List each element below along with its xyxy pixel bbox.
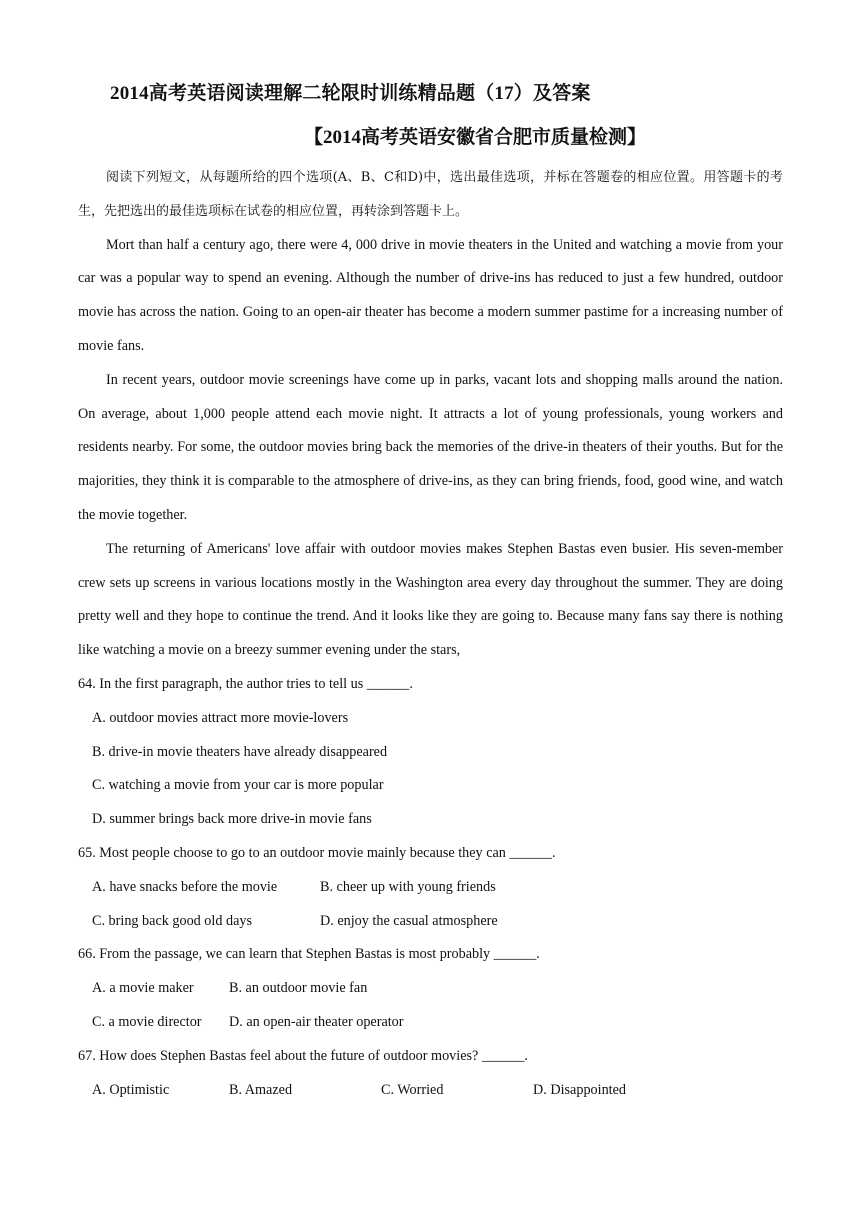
question-64-option-d: D. summer brings back more drive-in movie fans: [92, 811, 372, 828]
passage-paragraph-2: In recent years, outdoor movie screenings have come up in parks, vacant lots and shopping malls around the nation. On average, about 1,000 people attend each movie night. It attracts a lot of young professionals, young workers and residents nearby. For some, the outdoor movies bring back the memories of the drive-in theaters of their youths. But for the majorities, they think it is comparable to the atmosphere of drive-ins, as they can bring friends, food, good wine, and watch the movie together.: [78, 371, 783, 523]
question-64-option-c: C. watching a movie from your car is more popular: [92, 777, 384, 794]
question-67-option-a: A. Optimistic: [92, 1081, 170, 1098]
question-64-stem: 64. In the first paragraph, the author tries to tell us ______.: [78, 675, 413, 692]
question-66-option-d: D. an open-air theater operator: [229, 1013, 404, 1030]
question-65-option-a: A. have snacks before the movie: [92, 878, 278, 895]
question-65-options-row-2: [78, 905, 783, 939]
question-64-option-b: B. drive-in movie theaters have already disappeared: [92, 743, 388, 760]
passage-paragraph-1: Mort than half a century ago, there were 4, 000 drive in movie theaters in the United and watching a movie from your car was a popular way to spend an evening. Although the number of drive-ins has reduced to just a few hundred, outdoor movie has across the nation. Going to an open-air theater has become a modern summer pastime for a increasing number of movie fans.: [78, 236, 783, 354]
question-65-stem: 65. Most people choose to go to an outdoor movie mainly because they can ______.: [78, 844, 556, 861]
question-66-stem: 66. From the passage, we can learn that Stephen Bastas is most probably ______.: [78, 946, 540, 963]
page-subtitle: 【2014高考英语安徽省合肥市质量检测】: [303, 127, 646, 148]
question-67-option-d: D. Disappointed: [533, 1081, 626, 1098]
question-67-options-row: [78, 1074, 783, 1108]
passage-paragraph-3: The returning of Americans' love affair with outdoor movies makes Stephen Bastas even busier. His seven-member crew sets up screens in various locations mostly in the Washington area every day throughout the summer. They are doing pretty well and they hope to continue the trend. And it looks like they are going to. Because many fans say there is nothing like watching a movie on a breezy summer evening under the stars,: [78, 540, 783, 659]
question-66-option-a: A. a movie maker: [92, 980, 194, 997]
question-66-option-c: C. a movie director: [92, 1013, 202, 1030]
question-66-option-b: B. an outdoor movie fan: [229, 980, 368, 997]
question-67-stem: 67. How does Stephen Bastas feel about the future of outdoor movies? ______.: [78, 1047, 528, 1064]
question-65-options-row-1: [78, 871, 783, 905]
question-67-option-b: B. Amazed: [229, 1081, 293, 1098]
question-66-options-row-2: [78, 1006, 783, 1040]
question-65-option-b: B. cheer up with young friends: [320, 878, 496, 895]
question-67-option-c: C. Worried: [381, 1081, 444, 1098]
instructions: 阅读下列短文，从每题所给的四个选项(A、B、C和D)中，选出最佳选项，并标在答题卷的相应位置。用答题卡的考生，先把选出的最佳选项标在试卷的相应位置，再转涂到答题卡上。: [78, 170, 783, 219]
question-64-option-a: A. outdoor movies attract more movie-lovers: [92, 709, 349, 726]
document-body: [78, 161, 783, 1107]
question-65-option-c: C. bring back good old days: [92, 912, 252, 929]
question-65-option-d: D. enjoy the casual atmosphere: [320, 912, 498, 929]
page-title: 2014高考英语阅读理解二轮限时训练精品题（17）及答案: [110, 83, 591, 104]
question-66-options-row-1: [78, 972, 783, 1006]
